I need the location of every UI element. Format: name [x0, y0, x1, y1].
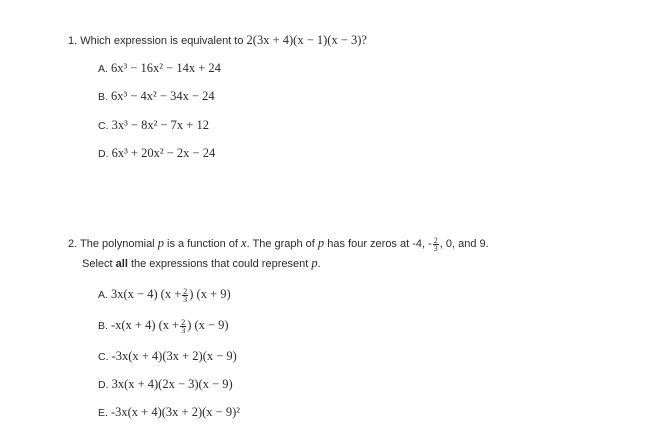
stem-text: has four zeros at -4, - [327, 238, 432, 250]
instruction-emphasis: all [115, 258, 128, 270]
variable-p: p [157, 236, 164, 250]
option-label: B. [98, 320, 108, 332]
instruction-text: . [317, 258, 321, 270]
q2-option-b[interactable] [98, 318, 229, 334]
stem-text: is a function of [167, 238, 238, 250]
q2-option-a[interactable] [98, 287, 231, 303]
option-label: A. [98, 63, 108, 75]
variable-p: p [311, 256, 318, 270]
question-1-text: 1. Which expression is equivalent to [68, 35, 244, 47]
variable-x: x [241, 236, 247, 250]
option-expression: ) (x − 9) [187, 318, 229, 332]
fraction-numerator: 2 [433, 235, 438, 245]
stem-text: 2. The polynomial [68, 238, 155, 250]
fraction-two-thirds [180, 319, 186, 334]
q1-option-b[interactable] [98, 89, 215, 104]
fraction-denominator: 3 [181, 325, 186, 335]
option-label: D. [98, 148, 109, 160]
fraction-two-thirds [433, 237, 439, 252]
q1-option-d[interactable] [98, 146, 215, 161]
option-label: C. [98, 120, 109, 132]
fraction-denominator: 3 [433, 243, 438, 253]
option-expression: 6x³ − 4x² − 34x − 24 [110, 89, 215, 103]
stem-text: , 0, and 9. [439, 238, 489, 250]
option-label: E. [98, 407, 108, 419]
variable-p: p [317, 236, 325, 250]
question-1-stem [68, 33, 367, 48]
option-expression: (x + [158, 318, 180, 332]
q1-option-c[interactable] [98, 118, 209, 133]
question-2-stem [68, 236, 489, 252]
fraction-numerator: 2 [181, 317, 186, 327]
option-label: C. [98, 351, 109, 363]
option-label: A. [98, 289, 108, 301]
fraction-two-thirds [182, 288, 188, 303]
option-expression: 3x(x + 4)(2x − 3)(x − 9) [111, 377, 233, 391]
question-2-instruction [82, 256, 321, 271]
option-expression: 3x(x − 4) [110, 287, 158, 301]
q2-option-c[interactable] [98, 349, 237, 364]
q1-option-a[interactable] [98, 61, 221, 76]
option-expression: 3x³ − 8x² − 7x + 12 [111, 118, 209, 132]
fraction-numerator: 2 [183, 286, 188, 296]
option-expression: 6x³ − 16x² − 14x + 24 [110, 61, 221, 75]
instruction-text: Select [82, 258, 113, 270]
option-expression: (x + [160, 287, 182, 301]
option-expression: 6x³ + 20x² − 2x − 24 [111, 146, 216, 160]
option-label: B. [98, 91, 108, 103]
option-label: D. [98, 379, 109, 391]
stem-text: . The graph of [246, 238, 315, 250]
option-expression: ) (x + 9) [189, 287, 231, 301]
option-expression: -3x(x + 4)(3x + 2)(x − 9)² [110, 405, 241, 419]
q2-option-e[interactable] [98, 405, 240, 420]
option-expression: -x(x + 4) [110, 318, 156, 332]
q2-option-d[interactable] [98, 377, 233, 392]
fraction-denominator: 3 [183, 294, 188, 304]
question-1-expression: 2(3x + 4)(x − 1)(x − 3)? [246, 33, 367, 47]
option-expression: -3x(x + 4)(3x + 2)(x − 9) [111, 349, 237, 363]
instruction-text: the expressions that could represent [130, 258, 309, 270]
